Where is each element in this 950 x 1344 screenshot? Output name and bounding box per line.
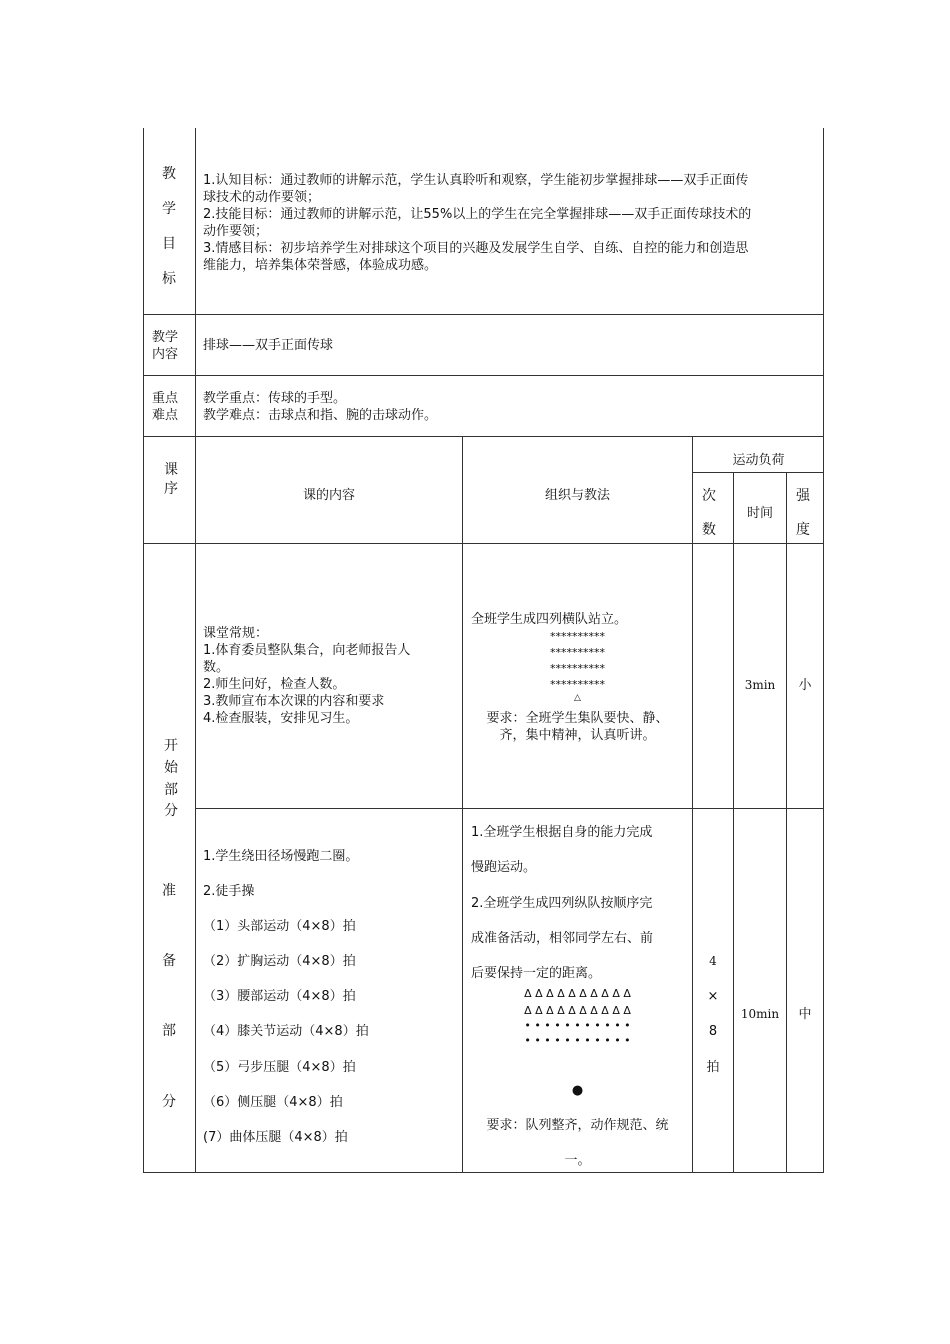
start-time: 3min xyxy=(744,678,776,692)
key-row-label: 重点 xyxy=(152,391,179,406)
prep-intensity: 中 xyxy=(798,1007,812,1022)
header-intensity: 强 xyxy=(796,488,810,504)
start-org-title: 全班学生成四列横队站立。 xyxy=(471,612,628,627)
prep-content-line: （3）腰部运动（4×8）拍 xyxy=(203,989,356,1004)
prep-content-line: 2.徒手操 xyxy=(203,884,255,899)
start-requirement: 要求：全班学生集队要快、静、 xyxy=(486,711,669,726)
formation-row: Δ Δ Δ Δ Δ Δ Δ Δ Δ Δ xyxy=(524,1004,631,1017)
prep-content-line: （6）侧压腿（4×8）拍 xyxy=(203,1095,343,1110)
prep-count-char: 4 xyxy=(709,954,717,968)
content-row-label: 内容 xyxy=(152,347,179,362)
goals-line: 2.技能目标：通过教师的讲解示范，让55%以上的学生在完全掌握排球——双手正面传球技术的 xyxy=(203,207,752,222)
goals-label-char: 标 xyxy=(162,271,176,287)
prep-requirement: 要求：队列整齐，动作规范、统 xyxy=(486,1118,669,1133)
start-label-char: 部 xyxy=(164,782,178,798)
start-content-line: 2.师生问好，检查人数。 xyxy=(203,677,346,692)
formation-row: • • • • • • • • • • • xyxy=(524,1034,631,1047)
prep-time: 10min xyxy=(740,1007,780,1021)
prep-org-line: 2.全班学生成四列纵队按顺序完 xyxy=(471,896,653,911)
header-count: 次 xyxy=(702,488,716,504)
header-course-order: 课 xyxy=(164,462,178,478)
header-intensity: 度 xyxy=(796,522,810,538)
header-content: 课的内容 xyxy=(302,488,355,503)
prep-requirement: 一。 xyxy=(564,1153,591,1168)
formation-row: ********** xyxy=(550,630,605,643)
goals-label-char: 学 xyxy=(162,201,176,217)
goals-line: 维能力，培养集体荣誉感，体验成功感。 xyxy=(203,258,438,273)
teacher-dot: ● xyxy=(571,1083,584,1098)
prep-count-char: × xyxy=(707,989,719,1004)
prep-label-char: 部 xyxy=(162,1023,176,1039)
header-course-order: 序 xyxy=(164,481,178,497)
prep-org-line: 慢跑运动。 xyxy=(471,860,537,875)
header-count: 数 xyxy=(702,522,716,538)
start-content-line: 1.体育委员整队集合，向老师报告人 xyxy=(203,643,411,658)
start-requirement: 齐，集中精神，认真听讲。 xyxy=(499,728,656,743)
header-load: 运动负荷 xyxy=(732,453,785,468)
content-row-label: 教学 xyxy=(152,330,179,345)
prep-label-char: 分 xyxy=(162,1094,176,1110)
start-content-line: 4.检查服装，安排见习生。 xyxy=(203,711,359,726)
content-row-value: 排球——双手正面传球 xyxy=(203,338,334,353)
teacher-mark: △ xyxy=(574,693,581,703)
prep-org-line: 后要保持一定的距离。 xyxy=(471,966,602,981)
formation-row: ********** xyxy=(550,678,605,691)
prep-org-line: 1.全班学生根据自身的能力完成 xyxy=(471,825,653,840)
key-point: 教学重点：传球的手型。 xyxy=(203,391,347,406)
prep-content-line: （1）头部运动（4×8）拍 xyxy=(203,919,356,934)
formation-row: Δ Δ Δ Δ Δ Δ Δ Δ Δ Δ xyxy=(524,987,631,1000)
prep-content-line: （2）扩胸运动（4×8）拍 xyxy=(203,954,356,969)
formation-row: ********** xyxy=(550,646,605,659)
start-label-char: 始 xyxy=(164,760,178,776)
prep-org-line: 成准备活动，相邻同学左右、前 xyxy=(471,931,654,946)
start-content-line: 课堂常规： xyxy=(203,626,269,641)
start-content-line: 数。 xyxy=(203,660,230,675)
prep-count-char: 8 xyxy=(708,1024,718,1039)
key-row-label: 难点 xyxy=(152,408,179,423)
prep-count-char: 拍 xyxy=(706,1060,720,1075)
start-intensity: 小 xyxy=(798,678,812,693)
goals-line: 球技术的动作要领； xyxy=(203,190,321,205)
start-content-line: 3.教师宣布本次课的内容和要求 xyxy=(203,694,385,709)
prep-label-char: 准 xyxy=(162,883,176,899)
header-organization: 组织与教法 xyxy=(544,488,610,503)
formation-row: • • • • • • • • • • • xyxy=(524,1019,631,1032)
goals-label-char: 目 xyxy=(162,236,176,252)
goals-label-char: 教 xyxy=(162,166,176,182)
prep-content-line: （4）膝关节运动（4×8）拍 xyxy=(203,1024,369,1039)
goals-line: 动作要领； xyxy=(203,224,269,239)
goals-line: 1.认知目标：通过教师的讲解示范，学生认真聆听和观察，学生能初步掌握排球——双手正面传 xyxy=(203,173,749,188)
header-time: 时间 xyxy=(746,506,773,521)
difficult-point: 教学难点：击球点和指、腕的击球动作。 xyxy=(203,408,438,423)
start-label-char: 分 xyxy=(164,803,178,819)
formation-row: ********** xyxy=(550,662,605,675)
start-label-char: 开 xyxy=(164,738,178,754)
prep-content-line: (7）曲体压腿（4×8）拍 xyxy=(203,1130,348,1145)
goals-line: 3.情感目标：初步培养学生对排球这个项目的兴趣及发展学生自学、自练、自控的能力和创造思 xyxy=(203,241,749,256)
prep-label-char: 备 xyxy=(162,953,176,969)
prep-content-line: 1.学生绕田径场慢跑二圈。 xyxy=(203,849,359,864)
prep-content-line: （5）弓步压腿（4×8）拍 xyxy=(203,1060,356,1075)
